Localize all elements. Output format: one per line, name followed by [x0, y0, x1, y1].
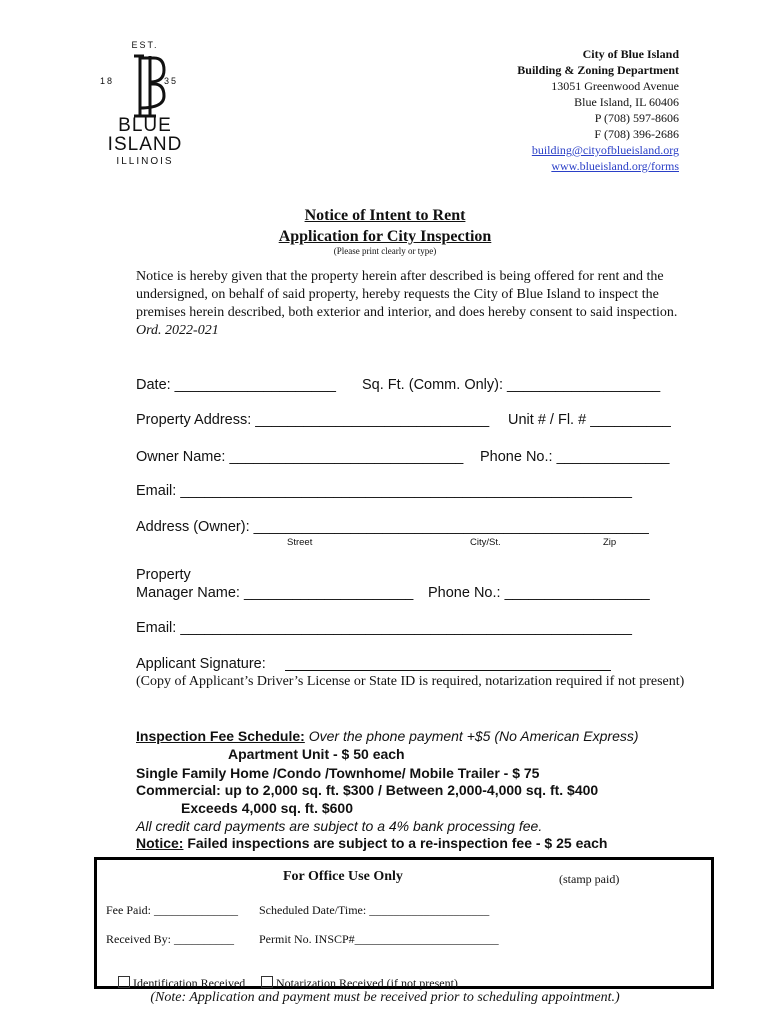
permit-number-field[interactable]: Permit No. INSCP#________________________	[259, 932, 499, 946]
logo-est: EST.	[131, 40, 159, 50]
signature-line[interactable]	[285, 670, 611, 671]
office-use-title: For Office Use Only	[283, 869, 403, 884]
logo-island: ISLAND	[107, 134, 183, 155]
print-note: (Please print clearly or type)	[333, 246, 437, 256]
owner-name-field[interactable]: Owner Name: _____________________________	[136, 449, 464, 465]
zip-caption: Zip	[603, 537, 617, 548]
bi-monogram-icon	[124, 50, 168, 120]
phone-payment-note: Over the phone payment +$5 (No American Express)	[304, 728, 639, 744]
fee-schedule-header	[136, 727, 696, 745]
logo-year-right: 35	[163, 76, 178, 86]
fee-apartment: Apartment Unit - $ 50 each	[228, 746, 405, 762]
received-by-field[interactable]: Received By: __________	[106, 932, 234, 946]
property-address-field[interactable]: Property Address: _____________________________	[136, 412, 490, 428]
ordinance-ref: Ord. 2022-021	[136, 323, 219, 338]
logo-blue: BLUE	[118, 115, 172, 136]
manager-phone-field[interactable]: Phone No.: __________________	[428, 585, 650, 601]
logo-illinois: ILLINOIS	[116, 156, 174, 167]
property-manager-label: Property	[136, 567, 191, 583]
blue-island-logo	[90, 36, 200, 176]
stamp-paid-label: (stamp paid)	[559, 872, 620, 886]
office-use-box	[94, 857, 714, 989]
scheduled-datetime-field[interactable]: Scheduled Date/Time: ____________________	[259, 903, 490, 917]
title-line-2: Application for City Inspection	[278, 228, 492, 245]
signature-label: Applicant Signature:	[136, 656, 266, 672]
manager-email-field[interactable]: Email: ________________________________________________________	[136, 620, 632, 636]
date-field[interactable]: Date: ____________________	[136, 377, 336, 393]
id-received-label: Identification Received	[133, 976, 246, 990]
fee-exceeds: Exceeds 4,000 sq. ft. $600	[181, 800, 353, 816]
contact-block	[517, 46, 679, 174]
reinspection-notice	[136, 834, 607, 852]
notice-label: Notice:	[136, 835, 184, 851]
fee-paid-field[interactable]: Fee Paid: ______________	[106, 903, 238, 917]
owner-address-field[interactable]: Address (Owner): _________________________________________________	[136, 519, 649, 535]
notice-body: Notice is hereby given that the property herein after described is being offered for rent and the undersigned, on behalf of said property, hereby requests the City of Blue Island to inspect the premises herein described, both exterior and interior, and does hereby consent to said inspection.	[136, 269, 678, 320]
footer-note: (Note: Application and payment must be received prior to scheduling appointment.)	[150, 990, 620, 1005]
reinspection-fee-text: Failed inspections are subject to a re-inspection fee - $ 25 each	[183, 835, 608, 851]
title-line-1: Notice of Intent to Rent	[304, 207, 466, 224]
website-link[interactable]: www.blueisland.org/forms	[551, 159, 679, 173]
phone-number: P (708) 597-8606	[594, 111, 679, 125]
fax-number: F (708) 396-2686	[594, 127, 679, 141]
street-caption: Street	[287, 537, 313, 548]
page-title	[0, 205, 770, 247]
street-address: 13051 Greenwood Avenue	[551, 79, 679, 93]
notarization-label: Notarization Received (if not present)	[276, 976, 458, 990]
city-caption: City/St.	[470, 537, 501, 548]
fee-schedule-heading: Inspection Fee Schedule:	[136, 728, 305, 744]
dept-name: Building & Zoning Department	[517, 63, 679, 77]
fee-single-family: Single Family Home /Condo /Townhome/ Mobile Trailer - $ 75	[136, 765, 540, 781]
fee-commercial: Commercial: up to 2,000 sq. ft. $300 / Between 2,000-4,000 sq. ft. $400	[136, 782, 599, 798]
id-received-checkbox[interactable]	[118, 976, 130, 988]
city-state-zip: Blue Island, IL 60406	[574, 95, 679, 109]
unit-field[interactable]: Unit # / Fl. # __________	[508, 412, 671, 428]
id-copy-note: (Copy of Applicant’s Driver’s License or State ID is required, notarization required if not present)	[136, 674, 685, 689]
notarization-checkbox[interactable]	[261, 976, 273, 988]
credit-card-note: All credit card payments are subject to a 4% bank processing fee.	[136, 818, 543, 834]
logo-year-left: 18	[100, 76, 115, 86]
email-link[interactable]: building@cityofblueisland.org	[531, 143, 679, 157]
sqft-field[interactable]: Sq. Ft. (Comm. Only): ___________________	[362, 377, 661, 393]
owner-email-field[interactable]: Email: ________________________________________________________	[136, 483, 632, 499]
org-name: City of Blue Island	[582, 47, 679, 61]
owner-phone-field[interactable]: Phone No.: ______________	[480, 449, 670, 465]
notice-paragraph	[136, 268, 686, 340]
manager-name-field[interactable]: Manager Name: _____________________	[136, 585, 414, 601]
